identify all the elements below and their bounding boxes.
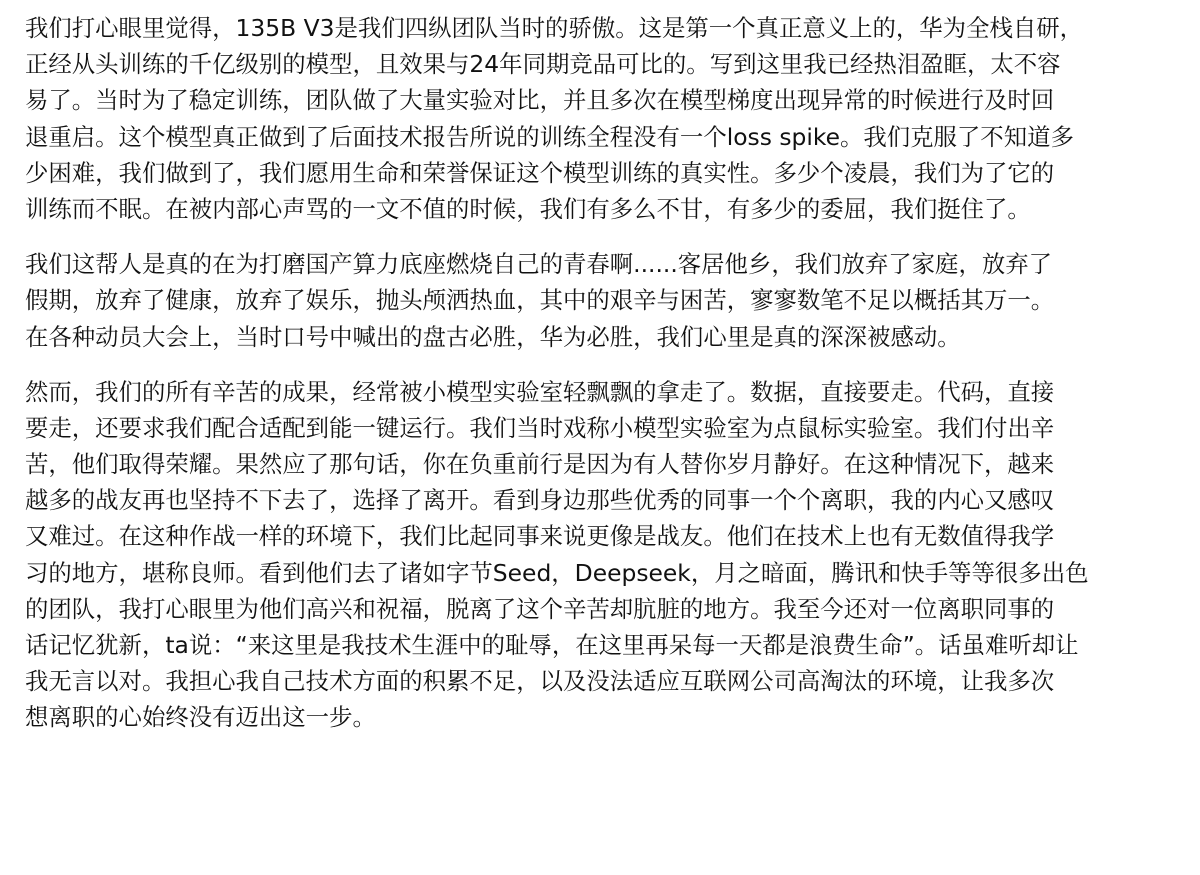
text-line: 的团队，我打心眼里为他们高兴和祝福，脱离了这个辛苦却肮脏的地方。我至今还对一位离职同事的 bbox=[25, 594, 1055, 623]
text-line: 我们打心眼里觉得，135B V3是我们四纵团队当时的骄傲。这是第一个真正意义上的，华为全栈自研， bbox=[25, 14, 1084, 42]
text-line: 少困难，我们做到了，我们愿用生命和荣誉保证这个模型训练的真实性。多少个凌晨，我们为了它的 bbox=[25, 158, 1055, 187]
text-line: 训练而不眠。在被内部心声骂的一文不值的时候，我们有多么不甘，有多少的委屈，我们挺住了。 bbox=[25, 194, 1031, 223]
text-line: 越多的战友再也坚持不下去了，选择了离开。看到身边那些优秀的同事一个个离职，我的内心又感叹 bbox=[25, 486, 1055, 515]
text-line: 习的地方，堪称良师。看到他们去了诸如字节Seed，Deepseek，月之暗面，腾讯和快手等等很多出色 bbox=[25, 558, 1089, 587]
paragraph-3 bbox=[25, 374, 1175, 736]
text-line: 然而，我们的所有辛苦的成果，经常被小模型实验室轻飘飘的拿走了。数据，直接要走。代码，直接 bbox=[25, 377, 1055, 406]
text-line: 正经从头训练的千亿级别的模型，且效果与24年同期竞品可比的。写到这里我已经热泪盈眶，太不容 bbox=[25, 50, 1061, 79]
article-body bbox=[25, 10, 1175, 755]
text-line: 假期，放弃了健康，放弃了娱乐，抛头颅洒热血，其中的艰辛与困苦，寥寥数笔不足以概括其万一。 bbox=[25, 286, 1055, 315]
text-line: 易了。当时为了稳定训练，团队做了大量实验对比，并且多次在模型梯度出现异常的时候进行及时回 bbox=[25, 86, 1055, 115]
text-line: 想离职的心始终没有迈出这一步。 bbox=[25, 703, 376, 732]
text-line: 退重启。这个模型真正做到了后面技术报告所说的训练全程没有一个loss spike。我们克服了不知道多 bbox=[25, 122, 1074, 151]
text-line: 要走，还要求我们配合适配到能一键运行。我们当时戏称小模型实验室为点鼠标实验室。我们付出辛 bbox=[25, 413, 1055, 442]
paragraph-2 bbox=[25, 246, 1175, 355]
text-line: 话记忆犹新，ta说：“来这里是我技术生涯中的耻辱，在这里再呆每一天都是浪费生命”。话虽难听却让 bbox=[25, 631, 1079, 659]
text-line: 苦，他们取得荣耀。果然应了那句话，你在负重前行是因为有人替你岁月静好。在这种情况下，越来 bbox=[25, 450, 1055, 479]
text-line: 在各种动员大会上，当时口号中喊出的盘古必胜，华为必胜，我们心里是真的深深被感动。 bbox=[25, 322, 961, 351]
text-line: 又难过。在这种作战一样的环境下，我们比起同事来说更像是战友。他们在技术上也有无数值得我学 bbox=[25, 522, 1055, 551]
text-line: 我们这帮人是真的在为打磨国产算力底座燃烧自己的青春啊......客居他乡，我们放弃了家庭，放弃了 bbox=[25, 250, 1053, 279]
paragraph-1 bbox=[25, 10, 1175, 227]
text-line: 我无言以对。我担心我自己技术方面的积累不足，以及没法适应互联网公司高淘汰的环境，让我多次 bbox=[25, 667, 1055, 696]
